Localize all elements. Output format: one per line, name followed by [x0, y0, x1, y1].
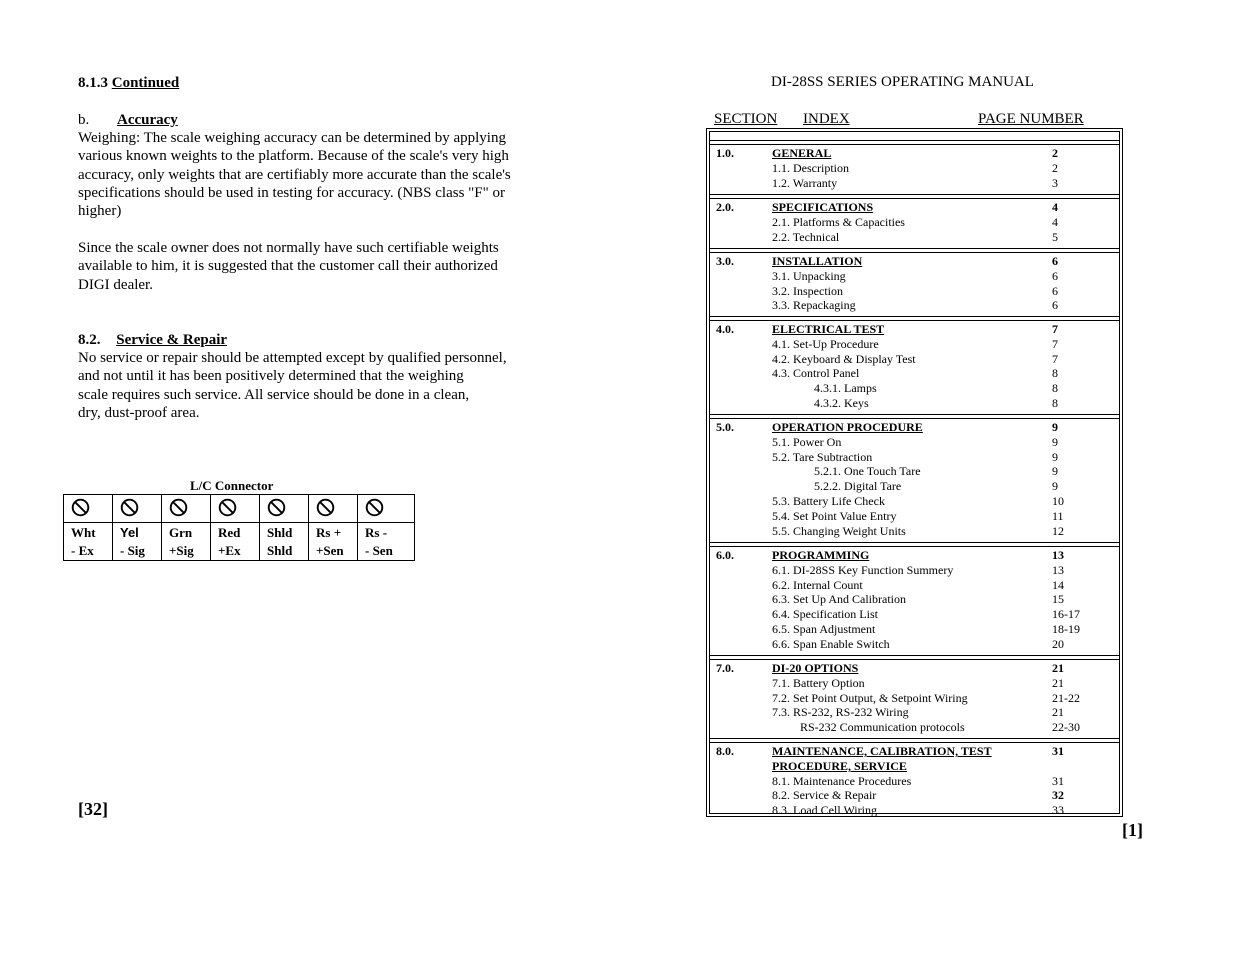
toc-item-label: 5.5. Changing Weight Units: [772, 523, 906, 538]
pin-signal: - Sig: [120, 543, 145, 558]
toc-item-page: 6: [1052, 283, 1058, 298]
connector-pin-label-cell: [64, 523, 113, 561]
toc-item-label: 4.2. Keyboard & Display Test: [772, 351, 916, 366]
toc-item-label: 4.3.1. Lamps: [814, 381, 877, 396]
toc-item-label: 2.2. Technical: [772, 229, 840, 244]
toc-item-page: 6: [1052, 298, 1058, 313]
toc-item-label: 3.3. Repackaging: [772, 298, 856, 313]
toc-item-page: 33: [1052, 803, 1064, 818]
toc-item-page: 5: [1052, 229, 1058, 244]
connector-title: L/C Connector: [190, 478, 274, 493]
toc-item-page: 8: [1052, 396, 1058, 410]
item-letter: b.: [78, 112, 90, 128]
connector-pin-symbol-cell: [358, 495, 415, 523]
paragraph-line: No service or repair should be attempted except by qualified personnel,: [78, 350, 507, 366]
connector-pin-label-cell: [113, 523, 162, 561]
paragraph-line: specifications should be used in testing for accuracy. (NBS class "F" or: [78, 184, 506, 201]
toc-section-number: 7.0.: [716, 661, 734, 675]
toc-item-label: 6.5. Span Adjustment: [772, 622, 876, 636]
toc-section-page: 9: [1052, 420, 1058, 434]
toc-section-number: 5.0.: [716, 420, 734, 434]
toc-section-divider-line: [710, 320, 1119, 321]
toc-item-label: 2.1. Platforms & Capacities: [772, 214, 905, 229]
toc-section-page: 21: [1052, 661, 1064, 675]
toc-item-label: 5.1. Power On: [772, 434, 842, 449]
connector-pin-label-cell: [260, 523, 309, 561]
toc-section-divider-line: [710, 546, 1119, 547]
connector-pin-label-cell: [211, 523, 260, 561]
item-title: Accuracy: [117, 112, 178, 128]
toc-item-label: 3.2. Inspection: [772, 283, 843, 298]
toc-item-page: 31: [1052, 773, 1064, 788]
toc-section-page: 7: [1052, 322, 1058, 336]
toc-item-label: 7.2. Set Point Output, & Setpoint Wiring: [772, 690, 968, 705]
toc-item-label: 4.3.2. Keys: [814, 396, 869, 410]
pin-wire-color: Grn: [169, 525, 193, 540]
connector-pin-symbol-cell: [113, 495, 162, 523]
toc-item-page: 9: [1052, 479, 1058, 494]
pin-wire-color: Rs +: [316, 525, 342, 540]
toc-item-page: 11: [1052, 508, 1064, 523]
pin-signal: - Ex: [71, 543, 94, 558]
toc-item-page: 21: [1052, 675, 1064, 690]
page-number-left: [32]: [78, 799, 108, 819]
pin-wire-color: Shld: [267, 525, 293, 540]
no-entry-icon: [218, 498, 237, 517]
toc-item-page: 21: [1052, 705, 1064, 720]
toc-item-page: 6: [1052, 268, 1058, 283]
toc-item-page: 10: [1052, 494, 1064, 508]
toc-section-divider-line: [710, 144, 1119, 145]
toc-item-label: 4.3. Control Panel: [772, 366, 860, 381]
header-page-number: PAGE NUMBER: [978, 111, 1084, 127]
service-number: 8.2.: [78, 332, 101, 348]
pin-wire-color: Yel: [120, 525, 139, 540]
connector-pin-symbol-cell: [309, 495, 358, 523]
toc-item-page: 16-17: [1052, 607, 1080, 622]
header-section: SECTION: [714, 111, 778, 127]
no-entry-icon: [71, 498, 90, 517]
paragraph-line: and not until it has been positively determined that the weighing: [78, 368, 464, 385]
toc-section-divider-line: [710, 742, 1119, 743]
toc-item-label: 6.6. Span Enable Switch: [772, 636, 890, 651]
toc-section-title: INSTALLATION: [772, 254, 863, 268]
paragraph-line: accuracy, only weights that are certifiably more accurate than the scale's: [78, 166, 511, 183]
pin-signal: +Sen: [316, 543, 344, 558]
connector-pin-label-cell: [309, 523, 358, 561]
toc-item-page: 20: [1052, 636, 1064, 651]
paragraph-line: higher): [78, 203, 122, 220]
toc-section-divider-line: [710, 198, 1119, 199]
connector-pin-symbol-cell: [211, 495, 260, 523]
table-of-contents: [706, 128, 1123, 817]
pin-signal: +Ex: [218, 543, 241, 558]
toc-item-page: 21-22: [1052, 690, 1080, 705]
toc-section-title: PROGRAMMING: [772, 548, 870, 562]
toc-item-label: 8.1. Maintenance Procedures: [772, 773, 912, 788]
pin-signal: Shld: [267, 543, 293, 558]
toc-item-label: 5.4. Set Point Value Entry: [772, 508, 897, 523]
toc-item-page: 9: [1052, 464, 1058, 479]
toc-section-title: GENERAL: [772, 146, 832, 160]
connector-pin-symbol-cell: [64, 495, 113, 523]
dealer-paragraph: [78, 239, 548, 294]
toc-section-number: 4.0.: [716, 322, 734, 336]
toc-item-page: 7: [1052, 351, 1058, 366]
toc-section-divider: [710, 655, 1119, 656]
toc-item-page: 32: [1052, 788, 1064, 803]
toc-section-divider: [710, 542, 1119, 543]
toc-item-label: 6.4. Specification List: [772, 607, 878, 622]
toc-item-page: 9: [1052, 434, 1058, 449]
toc-inner-frame: [709, 131, 1120, 818]
service-heading: [78, 331, 227, 349]
page-number-right: [1]: [1122, 820, 1143, 840]
accuracy-paragraph: [78, 129, 548, 220]
toc-section-title: ELECTRICAL TEST: [772, 322, 885, 336]
toc-item-page: 8: [1052, 366, 1058, 381]
toc-section-divider-line: [710, 659, 1119, 660]
toc-item-label: 5.2.1. One Touch Tare: [814, 464, 921, 479]
header-index: INDEX: [803, 111, 850, 127]
service-paragraph: [78, 349, 548, 422]
no-entry-icon: [316, 498, 335, 517]
paragraph-line: scale requires such service. All service should be done in a clean,: [78, 386, 470, 403]
toc-section-title-line2: PROCEDURE, SERVICE: [772, 758, 907, 773]
no-entry-icon: [120, 498, 139, 517]
toc-item-page: 18-19: [1052, 622, 1080, 636]
service-title: Service & Repair: [116, 332, 228, 348]
toc-section-divider: [710, 316, 1119, 317]
toc-section-number: 8.0.: [716, 744, 734, 758]
toc-item-page: 3: [1052, 175, 1058, 190]
toc-section-page: 31: [1052, 744, 1064, 758]
toc-section-page: 6: [1052, 254, 1058, 268]
toc-section-number: 3.0.: [716, 254, 734, 268]
toc-item-label: 4.1. Set-Up Procedure: [772, 336, 879, 351]
toc-item-label: 5.3. Battery Life Check: [772, 494, 885, 508]
pin-wire-color: Rs -: [365, 525, 388, 540]
toc-item-page: 8: [1052, 381, 1058, 396]
toc-item-label: RS-232 Communication protocols: [800, 720, 965, 735]
pin-signal: +Sig: [169, 543, 194, 558]
connector-pin-label-cell: [162, 523, 211, 561]
no-entry-icon: [365, 498, 384, 517]
pin-wire-color: Wht: [71, 525, 96, 540]
toc-item-label: 8.2. Service & Repair: [772, 788, 877, 803]
toc-section-page: 13: [1052, 548, 1064, 562]
toc-section-divider: [710, 414, 1119, 415]
toc-section-title: DI-20 OPTIONS: [772, 661, 859, 675]
toc-section-title: OPERATION PROCEDURE: [772, 420, 923, 434]
toc-item-page: 12: [1052, 523, 1064, 538]
pin-signal: - Sen: [365, 543, 393, 558]
connector-pin-symbol-cell: [162, 495, 211, 523]
toc-item-page: 15: [1052, 592, 1064, 607]
toc-section-divider: [710, 738, 1119, 739]
toc-item-page: 13: [1052, 562, 1064, 577]
paragraph-line: Since the scale owner does not normally have such certifiable weights: [78, 240, 499, 256]
paragraph-line: dry, dust-proof area.: [78, 404, 200, 421]
pin-wire-color: Red: [218, 525, 241, 540]
toc-section-page: 4: [1052, 200, 1058, 214]
section-number: 8.1.3: [78, 75, 108, 91]
toc-item-page: 7: [1052, 336, 1058, 351]
toc-item-page: 22-30: [1052, 720, 1080, 735]
paragraph-line: Weighing: The scale weighing accuracy can be determined by applying: [78, 130, 506, 146]
toc-item-page: 14: [1052, 577, 1064, 592]
toc-item-label: 5.2.2. Digital Tare: [814, 479, 902, 494]
section-title: Continued: [111, 75, 180, 91]
toc-section-number: 2.0.: [716, 200, 734, 214]
toc-section-divider: [710, 248, 1119, 249]
toc-section-divider-line: [710, 252, 1119, 253]
toc-section-divider-line: [710, 418, 1119, 419]
no-entry-icon: [267, 498, 286, 517]
connector-pin-symbol-cell: [260, 495, 309, 523]
toc-item-label: 3.1. Unpacking: [772, 268, 846, 283]
section-heading-continued: [78, 74, 179, 92]
toc-item-page: 9: [1052, 449, 1058, 464]
manual-title: DI-28SS SERIES OPERATING MANUAL: [771, 74, 1034, 90]
paragraph-line: DIGI dealer.: [78, 276, 153, 293]
toc-item-label: 7.1. Battery Option: [772, 675, 865, 690]
paragraph-line: available to him, it is suggested that the customer call their authorized: [78, 258, 498, 275]
toc-item-page: 4: [1052, 214, 1058, 229]
accuracy-heading: [78, 111, 178, 129]
toc-item-label: 7.3. RS-232, RS-232 Wiring: [772, 705, 909, 720]
toc-section-number: 1.0.: [716, 146, 734, 160]
toc-section-number: 6.0.: [716, 548, 734, 562]
no-entry-icon: [169, 498, 188, 517]
paragraph-line: various known weights to the platform. Because of the scale's very high: [78, 148, 509, 165]
toc-item-label: 1.2. Warranty: [772, 175, 838, 190]
toc-item-label: 5.2. Tare Subtraction: [772, 449, 873, 464]
toc-item-label: 8.3. Load Cell Wiring: [772, 803, 877, 818]
toc-section-title: SPECIFICATIONS: [772, 200, 874, 214]
toc-item-label: 1.1. Description: [772, 160, 849, 175]
toc-section-divider: [710, 194, 1119, 195]
toc-section-page: 2: [1052, 146, 1058, 160]
toc-item-label: 6.2. Internal Count: [772, 577, 863, 592]
toc-section-title: MAINTENANCE, CALIBRATION, TEST: [772, 744, 992, 758]
lc-connector-table: [63, 494, 415, 561]
toc-section-divider: [710, 140, 1119, 141]
toc-item-page: 2: [1052, 160, 1058, 175]
toc-item-label: 6.3. Set Up And Calibration: [772, 592, 906, 607]
toc-item-label: 6.1. DI-28SS Key Function Summery: [772, 562, 954, 577]
connector-pin-label-cell: [358, 523, 415, 561]
